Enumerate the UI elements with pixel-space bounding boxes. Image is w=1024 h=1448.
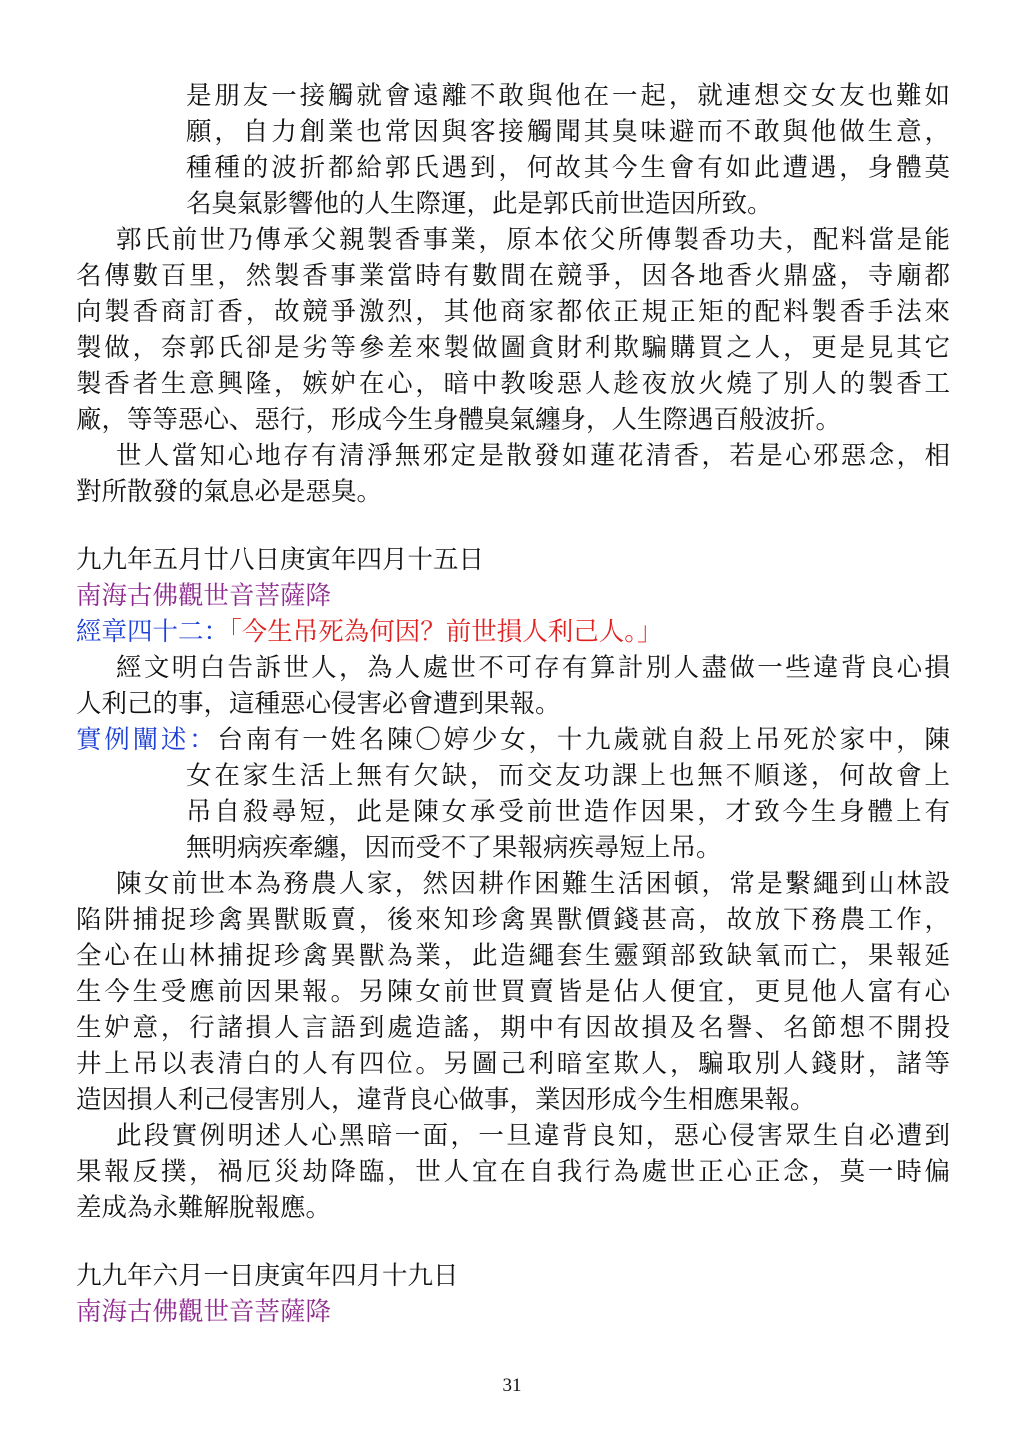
text-line: 差成為永難解脫報應。 [76,1193,332,1223]
paragraph-first-line: 此段實例明述人心黑暗一面，一旦違背良知，惡心侵害眾生自必遭到 [116,1121,950,1151]
text-line: 廠，等等惡心、惡行，形成今生身體臭氣纏身，人生際遇百般波折。 [76,405,842,435]
text-line: 無明病疾牽纏，因而受不了果報病疾尋短上吊。 [186,833,722,863]
paragraph-first-line: 陳女前世本為務農人家，然因耕作困難生活困頓，常是繫繩到山林設 [116,869,950,899]
example-first-line [76,722,950,758]
deity-heading: 南海古佛觀世音菩薩降 [76,1297,332,1327]
scripture-chapter [76,614,950,650]
chapter-quote: 「今生吊死為何因？前世損人利己人。」 [229,617,663,647]
text-line: 製做，奈郭氏卻是劣等參差來製做圖貪財利欺騙購買之人，更是見其它 [76,333,950,363]
text-line: 是朋友一接觸就會遠離不敢與他在一起，就連想交女友也難如 [186,81,950,111]
text-line: 果報反撲，禍厄災劫降臨，世人宜在自我行為處世正心正念，莫一時偏 [76,1157,950,1187]
text-line: 生今生受應前因果報。另陳女前世買賣皆是佔人便宜，更見他人富有心 [76,977,950,1007]
deity-heading: 南海古佛觀世音菩薩降 [76,581,332,611]
text-line: 種種的波折都給郭氏遇到，何故其今生會有如此遭遇，身體莫 [186,153,950,183]
text-line: 井上吊以表清白的人有四位。另圖己利暗室欺人，騙取別人錢財，諸等 [76,1049,950,1079]
text-line: 對所散發的氣息必是惡臭。 [76,477,383,507]
text-line: 向製香商訂香，故競爭激烈，其他商家都依正規正矩的配料製香手法來 [76,297,950,327]
text-line: 造因損人利己侵害別人，違背良心做事，業因形成今生相應果報。 [76,1085,816,1115]
text-line: 吊自殺尋短，此是陳女承受前世造作因果，才致今生身體上有 [186,797,950,827]
chapter-label: 經章四十二： [76,617,230,647]
page-number: 31 [502,1375,522,1396]
text-line: 生妒意，行諸損人言語到處造謠，期中有因故損及名譽、名節想不開投 [76,1013,950,1043]
text-line: 願，自力創業也常因與客接觸聞其臭味避而不敢與他做生意， [186,117,950,147]
example-text: 台南有一姓名陳〇婷少女，十九歲就自殺上吊死於家中，陳 [217,725,950,755]
paragraph-first-line: 經文明白告訴世人，為人處世不可存有算計別人盡做一些違背良心損 [116,653,950,683]
date-heading: 九九年六月一日庚寅年四月十九日 [76,1261,459,1291]
text-line: 陷阱捕捉珍禽異獸販賣，後來知珍禽異獸價錢甚高，故放下務農工作， [76,905,950,935]
text-line: 全心在山林捕捉珍禽異獸為業，此造繩套生靈頸部致缺氧而亡，果報延 [76,941,950,971]
text-line: 人利己的事，這種惡心侵害必會遭到果報。 [76,689,561,719]
text-line: 名傳數百里，然製香事業當時有數間在競爭，因各地香火鼎盛，寺廟都 [76,261,950,291]
text-line: 女在家生活上無有欠缺，而交友功課上也無不順遂，何故會上 [186,761,950,791]
text-line: 名臭氣影響他的人生際運，此是郭氏前世造因所致。 [186,189,773,219]
date-heading: 九九年五月廿八日庚寅年四月十五日 [76,545,485,575]
paragraph-first-line: 郭氏前世乃傳承父親製香事業，原本依父所傳製香功夫，配料當是能 [116,225,950,255]
example-label: 實例闡述： [76,725,218,755]
text-line: 製香者生意興隆，嫉妒在心，暗中教唆惡人趁夜放火燒了別人的製香工 [76,369,950,399]
paragraph-first-line: 世人當知心地存有清淨無邪定是散發如蓮花清香，若是心邪惡念，相 [116,441,950,471]
